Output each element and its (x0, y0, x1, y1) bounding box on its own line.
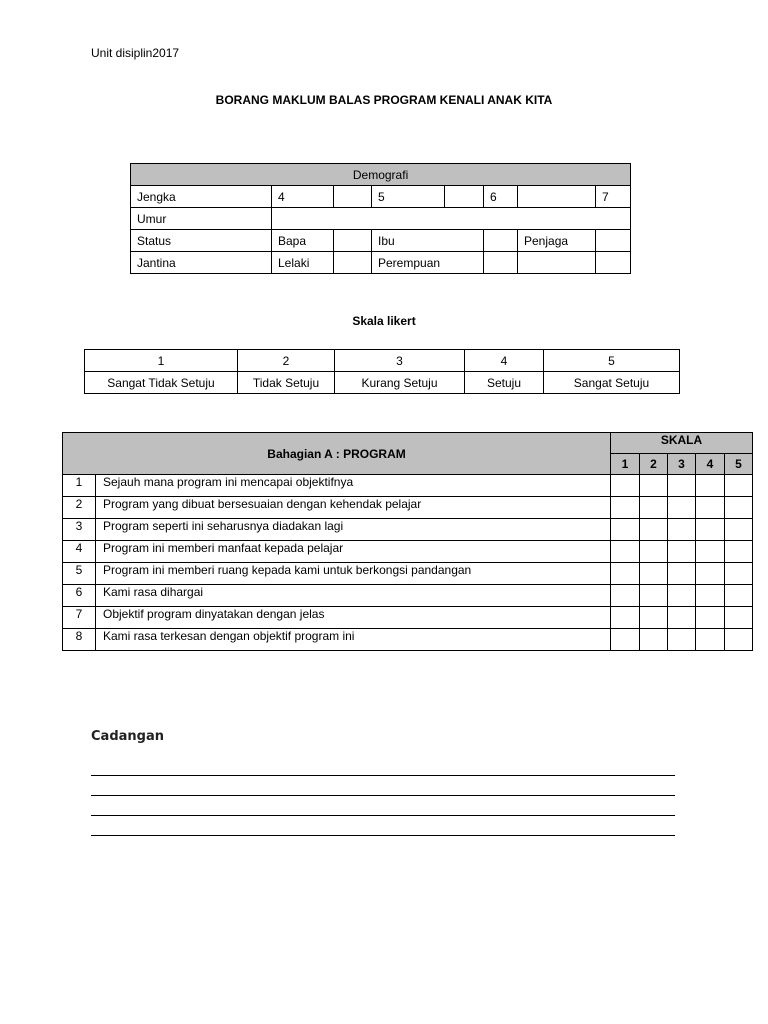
question-number: 4 (63, 541, 96, 563)
rating-cell-2[interactable] (640, 475, 668, 497)
scale-number: 3 (668, 454, 696, 475)
answer-line[interactable] (91, 815, 675, 816)
likert-heading: Skala likert (352, 314, 416, 328)
row-label: Umur (131, 208, 272, 230)
rating-cell-5[interactable] (725, 607, 753, 629)
likert-label: Sangat Tidak Setuju (85, 372, 238, 394)
question-row (63, 475, 753, 497)
program-header-row (63, 433, 753, 454)
umur-input-cell[interactable] (272, 208, 631, 230)
option-label: Penjaga (518, 230, 596, 252)
row-label: Status (131, 230, 272, 252)
rating-cell-1[interactable] (611, 629, 640, 651)
question-text: Program ini memberi manfaat kepada pelajar (96, 541, 611, 563)
likert-label-row (85, 372, 680, 394)
rating-cell-2[interactable] (640, 607, 668, 629)
question-text: Objektif program dinyatakan dengan jelas (96, 607, 611, 629)
checkbox-cell[interactable] (484, 230, 518, 252)
rating-cell-2[interactable] (640, 563, 668, 585)
checkbox-cell[interactable] (334, 186, 372, 208)
rating-cell-1[interactable] (611, 519, 640, 541)
checkbox-cell[interactable] (596, 230, 631, 252)
question-number: 3 (63, 519, 96, 541)
answer-line[interactable] (91, 795, 675, 796)
likert-label: Setuju (465, 372, 544, 394)
rating-cell-4[interactable] (696, 475, 725, 497)
demografi-table (130, 163, 631, 274)
option-label: Bapa (272, 230, 334, 252)
rating-cell-4[interactable] (696, 607, 725, 629)
rating-cell-5[interactable] (725, 541, 753, 563)
question-row (63, 585, 753, 607)
rating-cell-3[interactable] (668, 585, 696, 607)
rating-cell-5[interactable] (725, 475, 753, 497)
option-label: 5 (372, 186, 445, 208)
question-text: Sejauh mana program ini mencapai objektifnya (96, 475, 611, 497)
likert-number: 2 (238, 350, 335, 372)
answer-line[interactable] (91, 775, 675, 776)
option-label: Lelaki (272, 252, 334, 274)
demografi-row-jantina (131, 252, 631, 274)
likert-label: Sangat Setuju (544, 372, 680, 394)
question-row (63, 541, 753, 563)
document-title: BORANG MAKLUM BALAS PROGRAM KENALI ANAK KITA (215, 93, 553, 107)
scale-number: 1 (611, 454, 640, 475)
skala-title: SKALA (611, 433, 753, 454)
cadangan-label: Cadangan (91, 729, 164, 744)
likert-number: 1 (85, 350, 238, 372)
rating-cell-4[interactable] (696, 519, 725, 541)
rating-cell-3[interactable] (668, 519, 696, 541)
demografi-row-umur (131, 208, 631, 230)
scale-number: 4 (696, 454, 725, 475)
rating-cell-3[interactable] (668, 475, 696, 497)
rating-cell-2[interactable] (640, 541, 668, 563)
likert-number: 4 (465, 350, 544, 372)
rating-cell-1[interactable] (611, 475, 640, 497)
likert-label: Kurang Setuju (335, 372, 465, 394)
likert-number: 5 (544, 350, 680, 372)
question-text: Kami rasa dihargai (96, 585, 611, 607)
rating-cell-5[interactable] (725, 497, 753, 519)
rating-cell-2[interactable] (640, 629, 668, 651)
rating-cell-4[interactable] (696, 585, 725, 607)
unit-label: Unit disiplin2017 (91, 46, 180, 60)
question-number: 6 (63, 585, 96, 607)
scale-number: 2 (640, 454, 668, 475)
likert-number-row (85, 350, 680, 372)
checkbox-cell[interactable] (596, 252, 631, 274)
question-row (63, 497, 753, 519)
question-text: Kami rasa terkesan dengan objektif program ini (96, 629, 611, 651)
rating-cell-3[interactable] (668, 541, 696, 563)
question-row (63, 519, 753, 541)
rating-cell-5[interactable] (725, 563, 753, 585)
rating-cell-2[interactable] (640, 497, 668, 519)
demografi-row-jengka (131, 186, 631, 208)
option-label: 4 (272, 186, 334, 208)
question-number: 8 (63, 629, 96, 651)
likert-number: 3 (335, 350, 465, 372)
rating-cell-2[interactable] (640, 585, 668, 607)
section-title: Bahagian A : PROGRAM (63, 433, 611, 475)
question-text: Program yang dibuat bersesuaian dengan kehendak pelajar (96, 497, 611, 519)
rating-cell-5[interactable] (725, 585, 753, 607)
question-row (63, 607, 753, 629)
rating-cell-1[interactable] (611, 563, 640, 585)
likert-table (84, 349, 680, 394)
program-table (62, 432, 753, 651)
question-number: 1 (63, 475, 96, 497)
question-number: 5 (63, 563, 96, 585)
answer-line[interactable] (91, 835, 675, 836)
rating-cell-4[interactable] (696, 497, 725, 519)
rating-cell-4[interactable] (696, 563, 725, 585)
rating-cell-1[interactable] (611, 497, 640, 519)
rating-cell-3[interactable] (668, 497, 696, 519)
rating-cell-4[interactable] (696, 541, 725, 563)
question-number: 7 (63, 607, 96, 629)
row-label: Jengka (131, 186, 272, 208)
checkbox-cell[interactable] (334, 252, 372, 274)
option-label: Perempuan (372, 252, 484, 274)
empty-cell (518, 252, 596, 274)
rating-cell-5[interactable] (725, 519, 753, 541)
checkbox-cell[interactable] (518, 186, 596, 208)
rating-cell-5[interactable] (725, 629, 753, 651)
checkbox-cell[interactable] (484, 252, 518, 274)
question-number: 2 (63, 497, 96, 519)
rating-cell-4[interactable] (696, 629, 725, 651)
option-label: 7 (596, 186, 631, 208)
scale-number: 5 (725, 454, 753, 475)
rating-cell-3[interactable] (668, 629, 696, 651)
demografi-heading: Demografi (131, 164, 631, 186)
demografi-row-status (131, 230, 631, 252)
likert-label: Tidak Setuju (238, 372, 335, 394)
question-text: Program seperti ini seharusnya diadakan lagi (96, 519, 611, 541)
option-label: Ibu (372, 230, 484, 252)
rating-cell-3[interactable] (668, 563, 696, 585)
row-label: Jantina (131, 252, 272, 274)
rating-cell-3[interactable] (668, 607, 696, 629)
rating-cell-1[interactable] (611, 541, 640, 563)
rating-cell-1[interactable] (611, 607, 640, 629)
checkbox-cell[interactable] (334, 230, 372, 252)
rating-cell-1[interactable] (611, 585, 640, 607)
question-row (63, 563, 753, 585)
option-label: 6 (484, 186, 518, 208)
rating-cell-2[interactable] (640, 519, 668, 541)
question-row (63, 629, 753, 651)
checkbox-cell[interactable] (445, 186, 484, 208)
question-text: Program ini memberi ruang kepada kami untuk berkongsi pandangan (96, 563, 611, 585)
